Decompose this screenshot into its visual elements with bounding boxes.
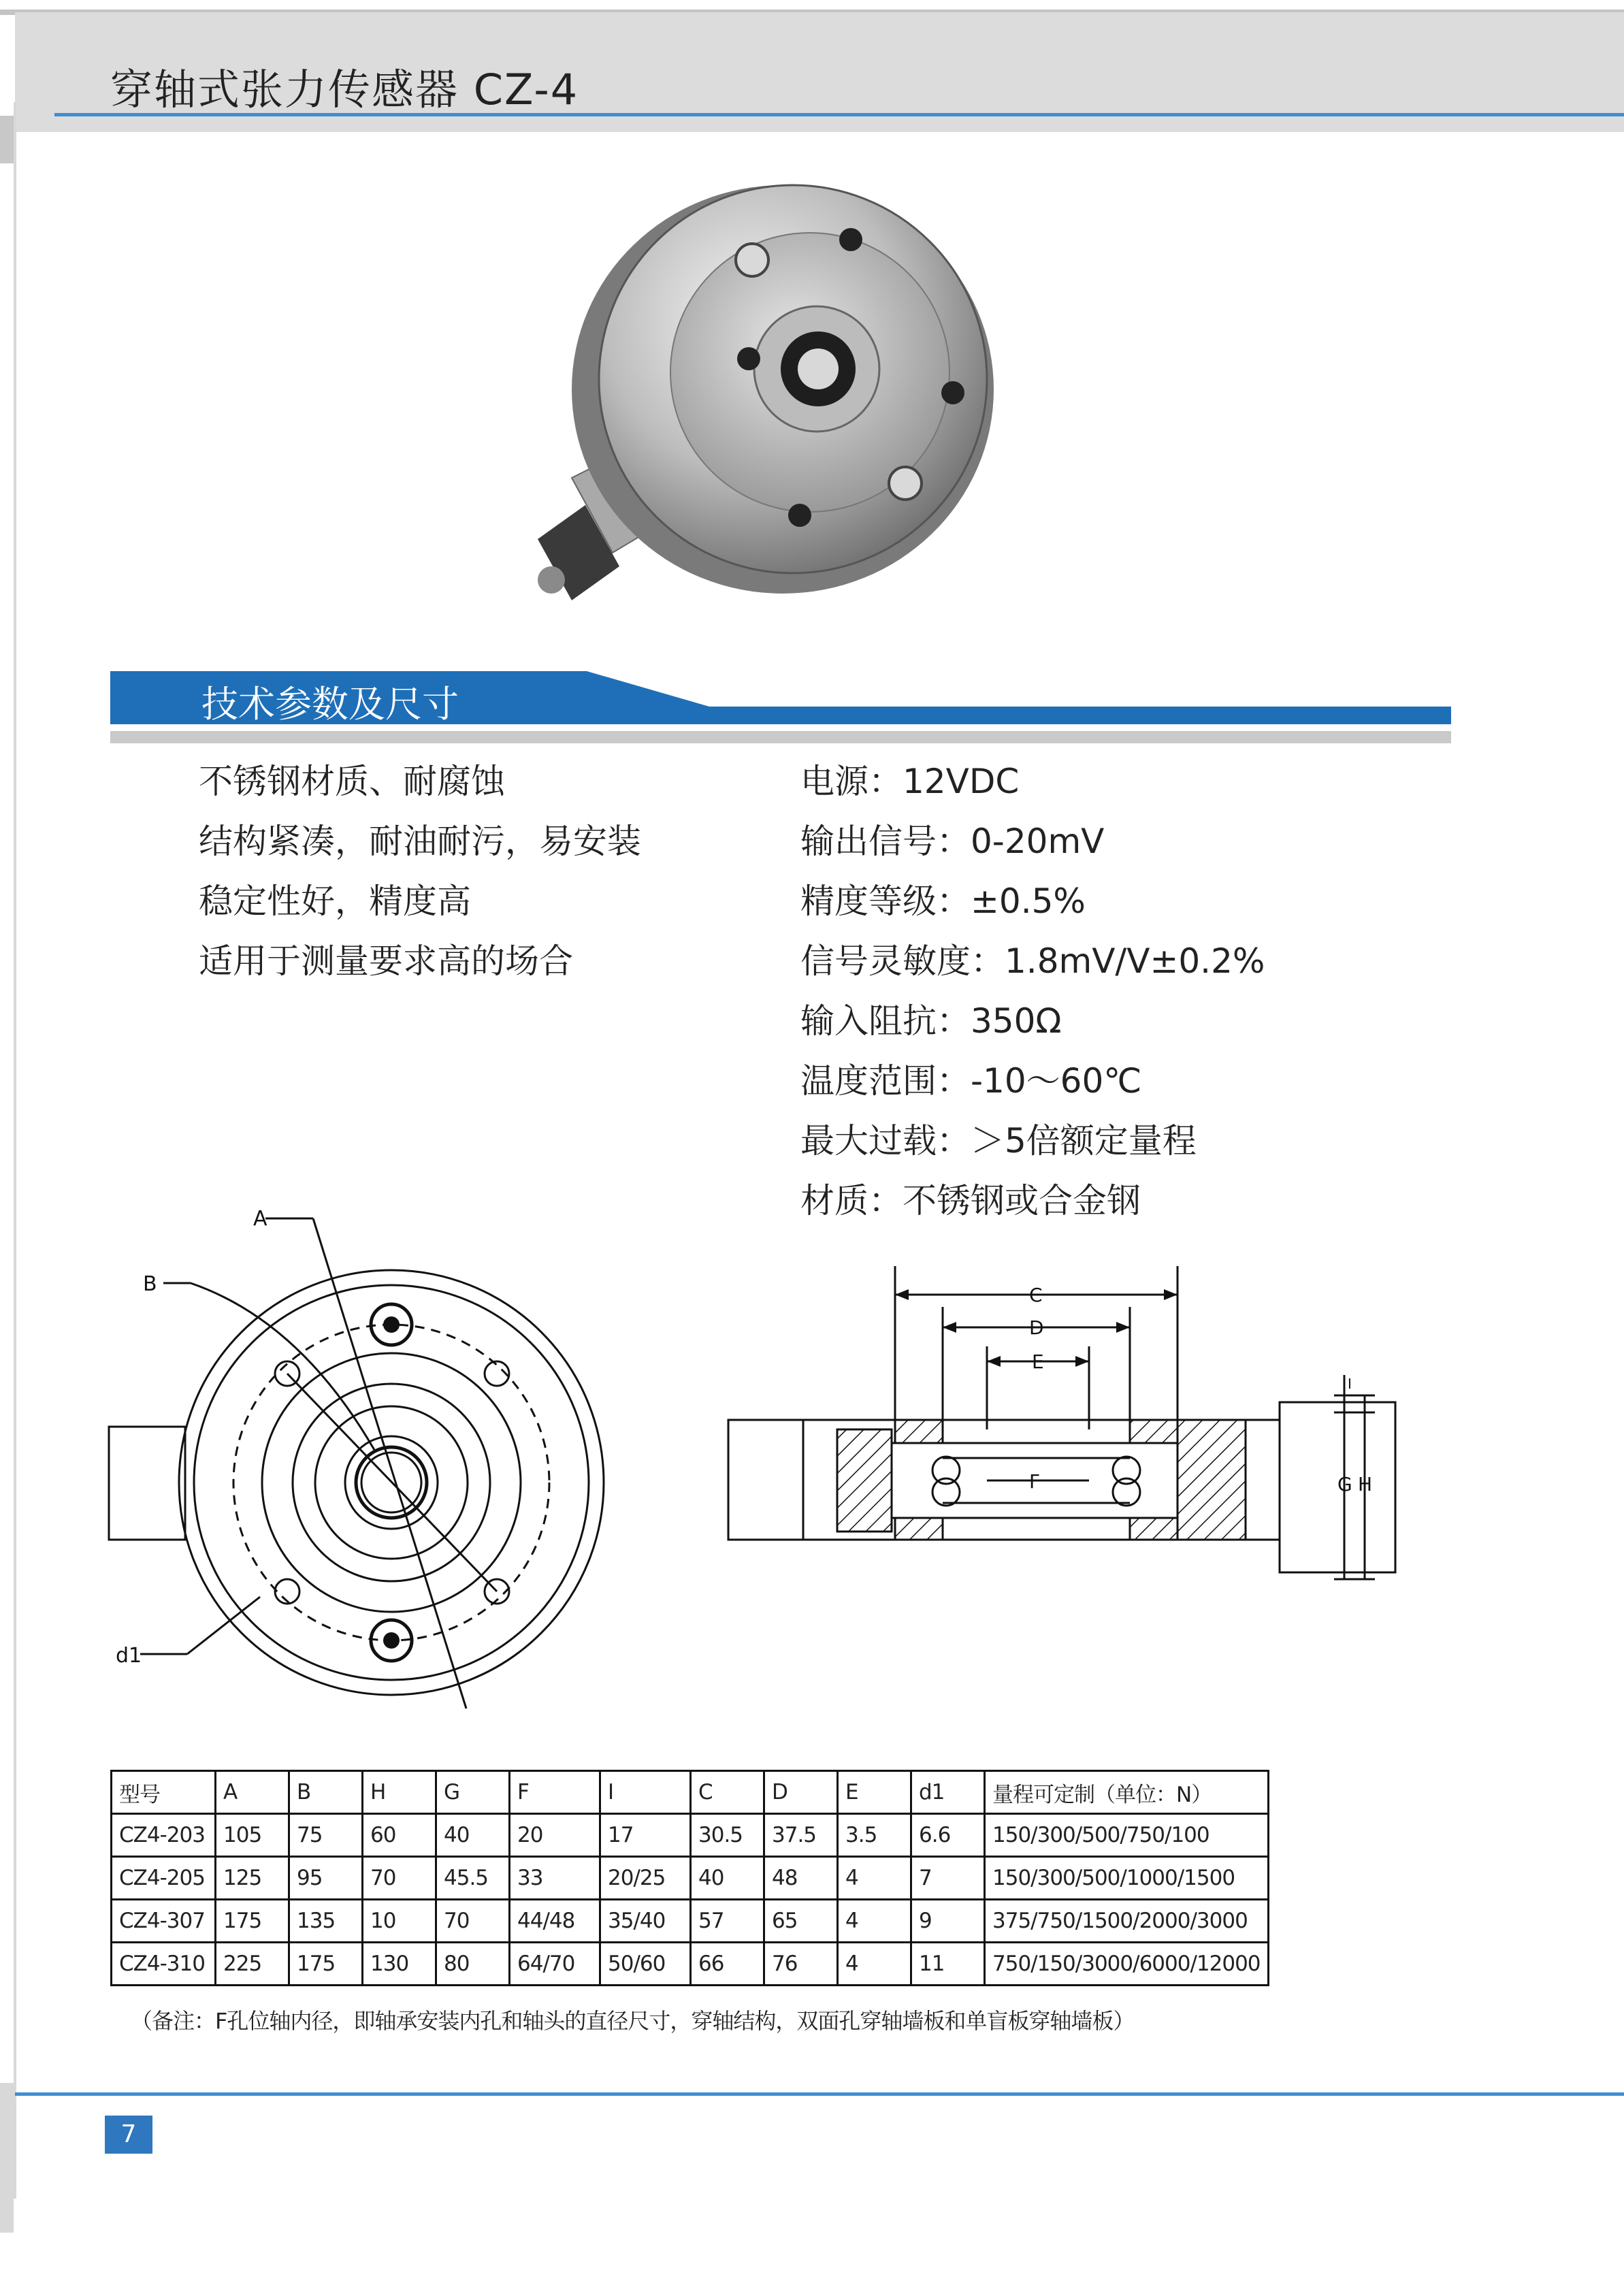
table-cell: 80 [436, 1943, 510, 1986]
section-grey-rule [110, 731, 1451, 743]
table-cell: 7 [911, 1857, 985, 1900]
table-header-row [112, 1771, 1269, 1814]
table-cell: CZ4-203 [112, 1814, 216, 1857]
table-cell: 45.5 [436, 1857, 510, 1900]
label-f: F [1029, 1470, 1041, 1493]
label-i: I [1348, 1376, 1352, 1392]
spec-item: 信号灵敏度：1.8mV/V±0.2% [800, 941, 1265, 981]
table-cell: 17 [600, 1814, 691, 1857]
table-cell: 75 [289, 1814, 363, 1857]
table-cell: 40 [436, 1814, 510, 1857]
table-cell: 150/300/500/1000/1500 [985, 1857, 1269, 1900]
table-cell: 60 [363, 1814, 436, 1857]
table-cell: 76 [764, 1943, 838, 1986]
left-edge-rule [14, 102, 16, 2199]
spec-item: 输出信号：0-20mV [800, 822, 1105, 861]
spec-item: 最大过载：＞5倍额定量程 [800, 1121, 1197, 1161]
table-header-cell: H [363, 1771, 436, 1814]
spec-item: 电源：12VDC [800, 762, 1020, 801]
label-d: D [1029, 1316, 1044, 1339]
table-header-cell: F [510, 1771, 600, 1814]
table-cell: 105 [216, 1814, 289, 1857]
front-view-drawing [102, 1191, 619, 1722]
feature-item: 结构紧凑，耐油耐污，易安装 [199, 822, 641, 861]
table-header-cell: C [691, 1771, 764, 1814]
table-cell: 130 [363, 1943, 436, 1986]
table-cell: CZ4-205 [112, 1857, 216, 1900]
label-h: H [1358, 1473, 1373, 1495]
table-header-cell: A [216, 1771, 289, 1814]
table-cell: 48 [764, 1857, 838, 1900]
label-e: E [1032, 1350, 1044, 1373]
table-cell: 4 [838, 1943, 911, 1986]
table-cell: 175 [289, 1943, 363, 1986]
table-cell: 375/750/1500/2000/3000 [985, 1900, 1269, 1943]
table-header-cell: D [764, 1771, 838, 1814]
feature-item: 不锈钢材质、耐腐蚀 [199, 762, 505, 801]
table-cell: 6.6 [911, 1814, 985, 1857]
table-cell: 125 [216, 1857, 289, 1900]
table-header-cell: B [289, 1771, 363, 1814]
table-cell: 30.5 [691, 1814, 764, 1857]
table-header-cell: I [600, 1771, 691, 1814]
header-left-tab [0, 116, 15, 163]
section-title: 技术参数及尺寸 [201, 683, 459, 726]
table-cell: 20 [510, 1814, 600, 1857]
table-row [112, 1900, 1269, 1943]
footer-left-tab [0, 2083, 14, 2233]
table-header-cell: G [436, 1771, 510, 1814]
spec-item: 材质：不锈钢或合金钢 [800, 1181, 1141, 1220]
label-c: C [1029, 1284, 1043, 1306]
table-cell: 4 [838, 1857, 911, 1900]
table-cell: 35/40 [600, 1900, 691, 1943]
table-cell: 150/300/500/750/100 [985, 1814, 1269, 1857]
side-section-drawing [715, 1266, 1423, 1593]
table-cell: 57 [691, 1900, 764, 1943]
table-cell: 175 [216, 1900, 289, 1943]
table-cell: 750/150/3000/6000/12000 [985, 1943, 1269, 1986]
table-cell: 10 [363, 1900, 436, 1943]
table-cell: CZ4-307 [112, 1900, 216, 1943]
label-d1: d1 [116, 1644, 142, 1668]
table-cell: 50/60 [600, 1943, 691, 1986]
table-cell: 66 [691, 1943, 764, 1986]
table-row [112, 1814, 1269, 1857]
table-cell: 40 [691, 1857, 764, 1900]
table-header-cell: E [838, 1771, 911, 1814]
table-cell: 9 [911, 1900, 985, 1943]
table-cell: 4 [838, 1900, 911, 1943]
table-cell: 70 [436, 1900, 510, 1943]
label-g: G [1337, 1473, 1352, 1495]
label-b: B [143, 1272, 157, 1296]
page-number: 7 [105, 2116, 152, 2154]
spec-item: 输入阻抗：350Ω [800, 1001, 1062, 1041]
footer-blue-rule [15, 2092, 1624, 2096]
table-row [112, 1943, 1269, 1986]
page-title: 穿轴式张力传感器 CZ-4 [110, 65, 579, 114]
table-row [112, 1857, 1269, 1900]
spec-item: 精度等级：±0.5% [800, 881, 1086, 921]
table-cell: 70 [363, 1857, 436, 1900]
table-cell: 135 [289, 1900, 363, 1943]
label-a: A [253, 1207, 267, 1231]
table-cell: 225 [216, 1943, 289, 1986]
feature-item: 稳定性好，精度高 [199, 881, 471, 921]
table-cell: 3.5 [838, 1814, 911, 1857]
table-header-cell: d1 [911, 1771, 985, 1814]
table-cell: 95 [289, 1857, 363, 1900]
table-cell: 20/25 [600, 1857, 691, 1900]
spec-table [110, 1770, 1269, 1986]
table-header-cell: 量程可定制（单位：N） [985, 1771, 1269, 1814]
table-cell: 65 [764, 1900, 838, 1943]
table-cell: 33 [510, 1857, 600, 1900]
table-header-cell: 型号 [112, 1771, 216, 1814]
table-cell: CZ4-310 [112, 1943, 216, 1986]
spec-item: 温度范围：-10～60℃ [800, 1061, 1142, 1101]
table-cell: 64/70 [510, 1943, 600, 1986]
product-photo [524, 158, 1001, 621]
feature-item: 适用于测量要求高的场合 [199, 941, 573, 981]
table-cell: 37.5 [764, 1814, 838, 1857]
table-note: （备注：F孔位轴内径，即轴承安装内孔和轴头的直径尺寸，穿轴结构，双面孔穿轴墙板和单盲板穿轴墙板） [131, 2008, 1135, 2034]
table-cell: 44/48 [510, 1900, 600, 1943]
table-cell: 11 [911, 1943, 985, 1986]
